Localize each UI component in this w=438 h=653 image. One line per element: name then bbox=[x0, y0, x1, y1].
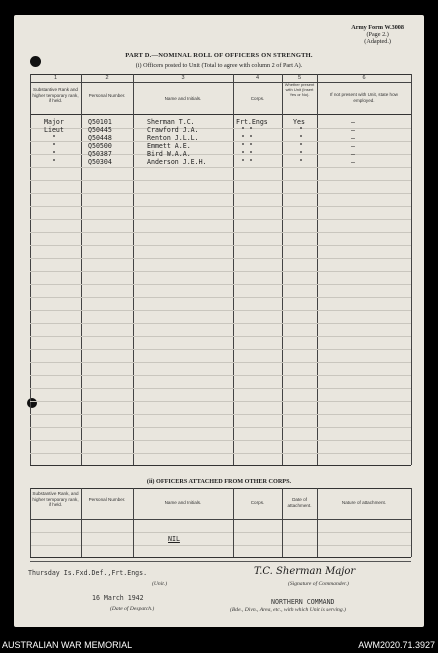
col-divider bbox=[233, 74, 234, 465]
employed-cell: — bbox=[351, 118, 355, 126]
col-divider bbox=[282, 74, 283, 465]
ruled-line bbox=[30, 232, 411, 233]
employed-cell: — bbox=[351, 134, 355, 142]
archive-caption-right: AWM2020.71.3927 bbox=[358, 640, 435, 650]
ruled-line bbox=[30, 310, 411, 311]
col-divider bbox=[233, 488, 234, 557]
col2-header-rank: Substantive Rank, and higher temporary rank, if held. bbox=[32, 491, 79, 508]
ruled-line bbox=[30, 545, 411, 546]
number-cell: Q50448 bbox=[88, 134, 112, 142]
col-divider bbox=[81, 74, 82, 465]
attached-nil: NIL bbox=[168, 535, 180, 543]
footer-divider bbox=[30, 561, 411, 562]
present-cell: " bbox=[299, 142, 303, 150]
col-divider bbox=[133, 74, 134, 465]
number-cell: Q50500 bbox=[88, 142, 112, 150]
ruled-line bbox=[30, 375, 411, 376]
ruled-line bbox=[30, 245, 411, 246]
punch-hole bbox=[27, 398, 37, 408]
ruled-line bbox=[30, 271, 411, 272]
form-note: (Adapted.) bbox=[364, 38, 391, 45]
corps-cell: " " bbox=[241, 142, 253, 150]
col-number: 3 bbox=[181, 75, 185, 81]
corps-cell: Frt.Engs bbox=[236, 118, 268, 126]
rank-cell: " bbox=[52, 158, 56, 166]
ruled-line bbox=[30, 219, 411, 220]
form-page: (Page 2.) bbox=[366, 31, 389, 38]
despatch-date: 16 March 1942 bbox=[92, 594, 144, 602]
ruled-line bbox=[30, 336, 411, 337]
number-cell: Q50101 bbox=[88, 118, 112, 126]
ruled-line bbox=[30, 349, 411, 350]
col-divider bbox=[317, 74, 318, 465]
col-number: 5 bbox=[297, 75, 302, 81]
name-cell: Emmett A.E. bbox=[147, 142, 191, 150]
ruled-line bbox=[30, 440, 411, 441]
number-cell: Q50304 bbox=[88, 158, 112, 166]
ruled-line bbox=[30, 284, 411, 285]
header-divider bbox=[30, 114, 411, 115]
ruled-line bbox=[30, 167, 411, 168]
unit-caption: (Unit.) bbox=[152, 581, 168, 587]
employed-cell: — bbox=[351, 158, 355, 166]
ruled-line bbox=[30, 532, 411, 533]
employed-cell: — bbox=[351, 142, 355, 150]
rank-cell: " bbox=[52, 150, 56, 158]
col-header-number: Personal Number. bbox=[88, 93, 126, 98]
ruled-line bbox=[30, 193, 411, 194]
form-id bbox=[351, 24, 404, 45]
col-number: 4 bbox=[255, 75, 260, 81]
table-bottom-border bbox=[30, 465, 411, 466]
col-divider bbox=[133, 488, 134, 557]
col-divider bbox=[282, 488, 283, 557]
col-divider bbox=[317, 488, 318, 557]
ruled-line bbox=[30, 297, 411, 298]
ruled-line bbox=[30, 258, 411, 259]
col2-header-corps: Corps. bbox=[250, 500, 265, 505]
name-cell: Sherman T.C. bbox=[147, 118, 195, 126]
present-cell: " bbox=[299, 158, 303, 166]
corps-cell: " " bbox=[241, 150, 253, 158]
archive-caption-left: AUSTRALIAN WAR MEMORIAL bbox=[2, 640, 133, 650]
number-cell: Q50445 bbox=[88, 126, 112, 134]
name-cell: Renton J.L.L. bbox=[147, 134, 199, 142]
name-cell: Bird W.A.A. bbox=[147, 150, 191, 158]
form-number: Army Form W.3008 bbox=[351, 24, 404, 31]
section2-top-border bbox=[30, 488, 411, 489]
document-page bbox=[14, 15, 424, 627]
present-cell: Yes bbox=[293, 118, 305, 126]
name-cell: Anderson J.E.H. bbox=[147, 158, 207, 166]
name-cell: Crawford J.A. bbox=[147, 126, 199, 134]
col2-header-nature: Nature of attachment. bbox=[341, 500, 387, 505]
col-header-present: Whether present with Unit (Insert Yes or No). bbox=[284, 82, 315, 97]
ruled-line bbox=[30, 362, 411, 363]
section2-bottom-border bbox=[30, 557, 411, 558]
section1-title: (i) Officers posted to Unit (Total to agree with column 2 of Part A). bbox=[135, 62, 303, 69]
number-cell: Q50387 bbox=[88, 150, 112, 158]
rank-cell: Lieut bbox=[44, 126, 64, 134]
part-title: PART D.—NOMINAL ROLL OF OFFICERS ON STRENGTH. bbox=[125, 52, 313, 59]
section2-title: (ii) OFFICERS ATTACHED FROM OTHER CORPS. bbox=[146, 478, 292, 485]
col-divider bbox=[411, 488, 412, 557]
ruled-line bbox=[30, 206, 411, 207]
col-divider bbox=[411, 74, 412, 465]
col-header-rank: Substantive Rank and higher temporary rank, if held. bbox=[32, 87, 79, 104]
present-cell: " bbox=[299, 134, 303, 142]
unit-value: Thursday Is.Fxd.Def.,Frt.Engs. bbox=[28, 569, 148, 577]
col-number: 6 bbox=[362, 75, 366, 81]
ruled-line bbox=[30, 401, 411, 402]
ruled-line bbox=[30, 180, 411, 181]
command-caption: (Bde., Divn., Area, etc., with which Unit is serving.) bbox=[230, 607, 346, 613]
col-header-name: Name and Initials. bbox=[164, 96, 202, 101]
col-number: 1 bbox=[53, 75, 58, 81]
col2-header-number: Personal Number. bbox=[88, 497, 126, 502]
present-cell: " bbox=[299, 150, 303, 158]
corps-cell: " " bbox=[241, 158, 253, 166]
corps-cell: " " bbox=[241, 134, 253, 142]
commander-signature: T.C. Sherman Major bbox=[254, 566, 356, 577]
col-header-employed: If not present with Unit, state how employed. bbox=[330, 92, 398, 103]
col2-header-date: Date of attachment. bbox=[287, 497, 312, 508]
rank-cell: " bbox=[52, 134, 56, 142]
command-value: NORTHERN COMMAND bbox=[271, 598, 335, 606]
section2-header-divider bbox=[30, 519, 411, 520]
col-divider bbox=[30, 74, 31, 465]
col-header-corps: Corps. bbox=[250, 96, 265, 101]
rank-cell: Major bbox=[44, 118, 64, 126]
rank-cell: " bbox=[52, 142, 56, 150]
ruled-line bbox=[30, 388, 411, 389]
employed-cell: — bbox=[351, 126, 355, 134]
present-cell: " bbox=[299, 126, 303, 134]
ruled-line bbox=[30, 427, 411, 428]
col-divider bbox=[81, 488, 82, 557]
employed-cell: — bbox=[351, 150, 355, 158]
signature-caption: (Signature of Commander.) bbox=[288, 581, 349, 587]
col-number: 2 bbox=[105, 75, 109, 81]
ruled-line bbox=[30, 453, 411, 454]
ruled-line bbox=[30, 414, 411, 415]
ruled-line bbox=[30, 323, 411, 324]
corps-cell: " " bbox=[241, 126, 253, 134]
date-caption: (Date of Despatch.) bbox=[110, 606, 155, 612]
col2-header-name: Name and Initials. bbox=[164, 500, 202, 505]
